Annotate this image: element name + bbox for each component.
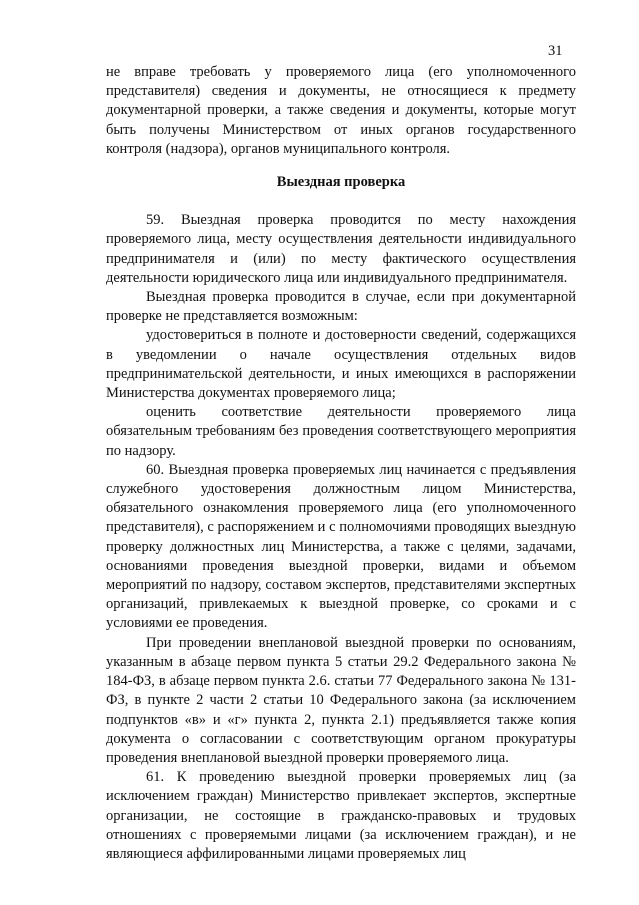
paragraph-verify-completeness: удостовериться в полноте и достоверности сведений, содержащихся в уведомлении о начале осуществления отдельных видов предпринимательской деятельности, и иных имеющихся в распоряжении Министерства документах проверяемого лица; xyxy=(106,327,576,402)
paragraph-60: 60. Выездная проверка проверяемых лиц начинается с предъявления служебного удостоверения должностным лицом Министерства, обязательного ознакомления проверяемого лица (его уполномоченного представителя), с распоряжением и с полномочиями проводящих выездную проверку должностных лиц Министерства, а также с целями, задачами, основаниями проведения выездной проверки, видами и объемом мероприятий по надзору, составом экспертов, представителями экспертных организаций, привлекаемых к выездной проверке, со сроками и с условиями ее проведения. xyxy=(106,461,576,632)
paragraph-61: 61. К проведению выездной проверки проверяемых лиц (за исключением граждан) Министерство привлекает экспертов, экспертные организации, не состоящие в гражданско-правовых и трудовых отношениях с проверяемыми лицами (за исключением граждан), и не являющиеся аффилированными лицами проверяемых лиц xyxy=(106,769,576,862)
paragraph-continuation: не вправе требовать у проверяемого лица (его уполномоченного представителя) сведения и документы, не относящиеся к предмету документарной проверки, а также сведения и документы, которые могут быть получены Министерством от иных органов государственного контроля (надзора), органов муниципального контроля. xyxy=(106,64,576,157)
paragraph-documentary-check: Выездная проверка проводится в случае, если при документарной проверке не представляется возможным: xyxy=(106,289,576,325)
paragraph-unscheduled-check: При проведении внеплановой выездной проверки по основаниям, указанным в абзаце первом пункта 5 статьи 29.2 Федерального закона № 184-ФЗ, в абзаце первом пункта 2.6. статьи 77 Федерального закона № 131-ФЗ, в пункте 2 части 2 статьи 10 Федерального закона (за исключением подпунктов «в» и «г» пункта 2, пункта 2.1) предъявляется также копия документа о согласовании с соответствующим органом прокуратуры проведения внеплановой выездной проверки проверяемого лица. xyxy=(106,634,576,766)
section-heading: Выездная проверка xyxy=(276,174,406,191)
paragraph-assess-compliance: оценить соответствие деятельности проверяемого лица обязательным требованиям без проведения соответствующего мероприятия по надзору. xyxy=(106,404,576,459)
page-number: 31 xyxy=(548,43,563,59)
document-body xyxy=(106,63,576,864)
paragraph-59: 59. Выездная проверка проводится по месту нахождения проверяемого лица, месту осуществления деятельности индивидуального предпринимателя и (или) по месту фактического осуществления деятельности юридического лица или индивидуального предпринимателя. xyxy=(106,212,576,286)
